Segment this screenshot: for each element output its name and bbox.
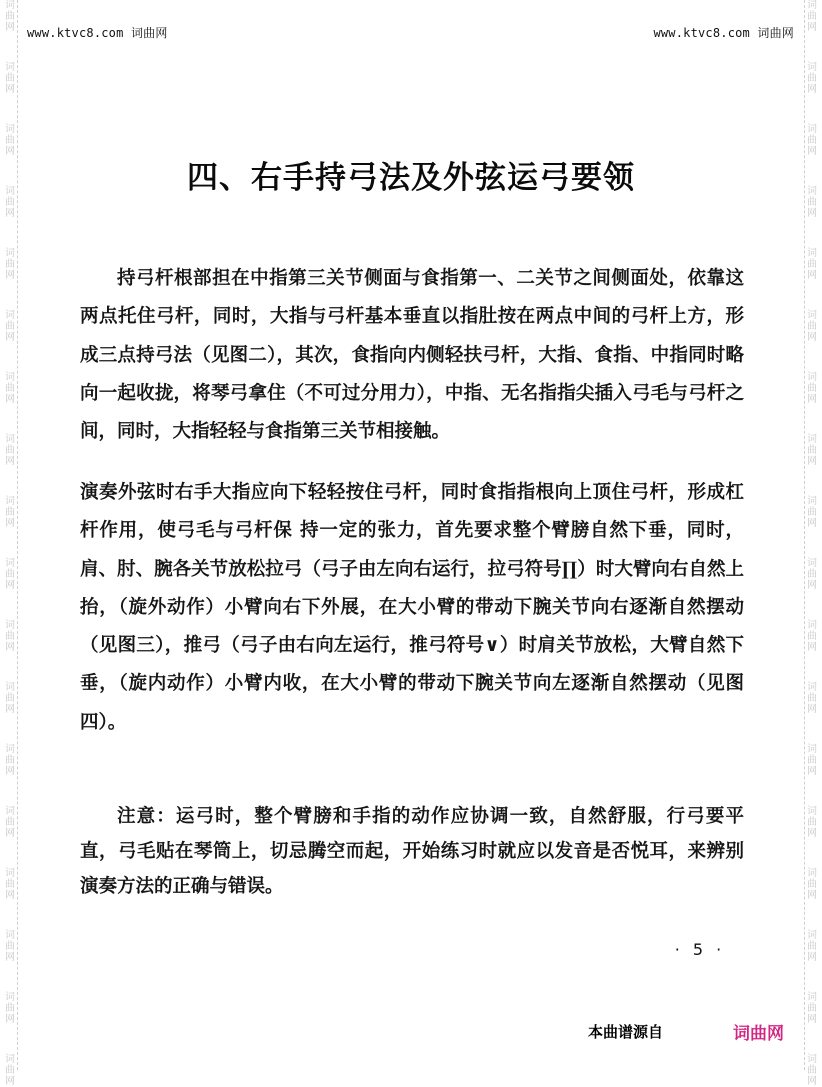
left-edge-watermark-mark: 词曲网 [5, 248, 15, 281]
left-edge-watermark-mark: 词曲网 [5, 620, 15, 653]
left-edge-watermark-mark: 词曲网 [5, 992, 15, 1025]
right-edge-watermark-mark: 词曲网 [807, 310, 817, 343]
right-edge-watermark-mark: 词曲网 [807, 124, 817, 157]
right-edge-watermark-mark: 词曲网 [807, 558, 817, 591]
page-number: · 5 · [674, 940, 726, 959]
right-edge-watermark-mark: 词曲网 [807, 186, 817, 219]
right-edge-watermark-mark: 词曲网 [807, 434, 817, 467]
left-edge-watermark-mark: 词曲网 [5, 186, 15, 219]
right-edge-watermark-mark: 词曲网 [807, 806, 817, 839]
left-edge-watermark-mark: 词曲网 [5, 806, 15, 839]
right-edge-watermark-mark: 词曲网 [807, 682, 817, 715]
right-edge-watermark-mark: 词曲网 [807, 930, 817, 963]
left-edge-watermark-mark: 词曲网 [5, 868, 15, 901]
left-edge-watermark-mark: 词曲网 [5, 1054, 15, 1087]
paragraph-note: 注意：运弓时，整个臂膀和手指的动作应协调一致，自然舒服，行弓要平直，弓毛贴在琴筒上，切忌腾空而起，开始练习时就应以发音是否悦耳，来辨别演奏方法的正确与错误。 [80, 806, 744, 897]
right-edge-watermark-mark: 词曲网 [807, 744, 817, 777]
left-edge-watermark-mark: 词曲网 [5, 744, 15, 777]
left-edge-watermark-mark: 词曲网 [5, 496, 15, 529]
page-title: 四、右手持弓法及外弦运弓要领 [187, 160, 635, 196]
left-edge-watermark-mark: 词曲网 [5, 682, 15, 715]
paragraph-outer-string-bowing: 演奏外弦时右手大指应向下轻轻按住弓杆，同时食指指根向上顶住弓杆，形成杠杆作用，使弓毛与弓杆保 持一定的张力，首先要求整个臂膀自然下垂，同时，肩、肘、腕各关节放松拉弓（弓子由左向右运行，拉弓符号∏）时大臂向右自然上抬，（旋外动作）小臂向右下外展，在大小臂的带动下腕关节向右逐渐自然摆动（见图三），推弓（弓子由右向左运行，推弓符号∨）时肩关节放松，大臂自然下垂，（旋内动作）小臂内收，在大小臂的带动下腕关节向左逐渐自然摆动（见图四）。 [80, 482, 744, 733]
right-edge-watermark-mark: 词曲网 [807, 0, 817, 33]
left-edge-watermark-mark: 词曲网 [5, 310, 15, 343]
right-edge-watermark-mark: 词曲网 [807, 620, 817, 653]
left-edge-watermark-mark: 词曲网 [5, 372, 15, 405]
right-edge-watermark-mark: 词曲网 [807, 1054, 817, 1087]
left-edge-watermark-mark: 词曲网 [5, 0, 15, 33]
left-edge-watermark-mark: 词曲网 [5, 434, 15, 467]
footer-source-label: 本曲谱源自 [588, 1023, 664, 1041]
right-edge-watermark-mark: 词曲网 [807, 868, 817, 901]
left-edge-watermark-mark: 词曲网 [5, 930, 15, 963]
right-edge-watermark-mark: 词曲网 [807, 496, 817, 529]
right-edge-watermark-mark: 词曲网 [807, 372, 817, 405]
paragraph-bow-grip: 持弓杆根部担在中指第三关节侧面与食指第一、二关节之间侧面处，依靠这两点托住弓杆，同时，大指与弓杆基本垂直以指肚按在两点中间的弓杆上方，形成三点持弓法（见图二），其次，食指向内侧轻扶弓杆，大指、食指、中指同时略向一起收拢，将琴弓拿住（不可过分用力），中指、无名指指尖插入弓毛与弓杆之间，同时，大指轻轻与食指第三关节相接触。 [80, 268, 744, 443]
right-edge-watermark-mark: 词曲网 [807, 62, 817, 95]
left-edge-watermark-mark: 词曲网 [5, 62, 15, 95]
left-edge-watermark-mark: 词曲网 [5, 558, 15, 591]
footer-brand-link[interactable]: 词曲网 [733, 1024, 784, 1044]
right-edge-watermark-mark: 词曲网 [807, 992, 817, 1025]
left-edge-watermark-mark: 词曲网 [5, 124, 15, 157]
site-watermark-left: www.ktvc8.com 词曲网 [27, 26, 168, 40]
right-edge-watermark-mark: 词曲网 [807, 248, 817, 281]
site-watermark-right: www.ktvc8.com 词曲网 [653, 26, 794, 40]
